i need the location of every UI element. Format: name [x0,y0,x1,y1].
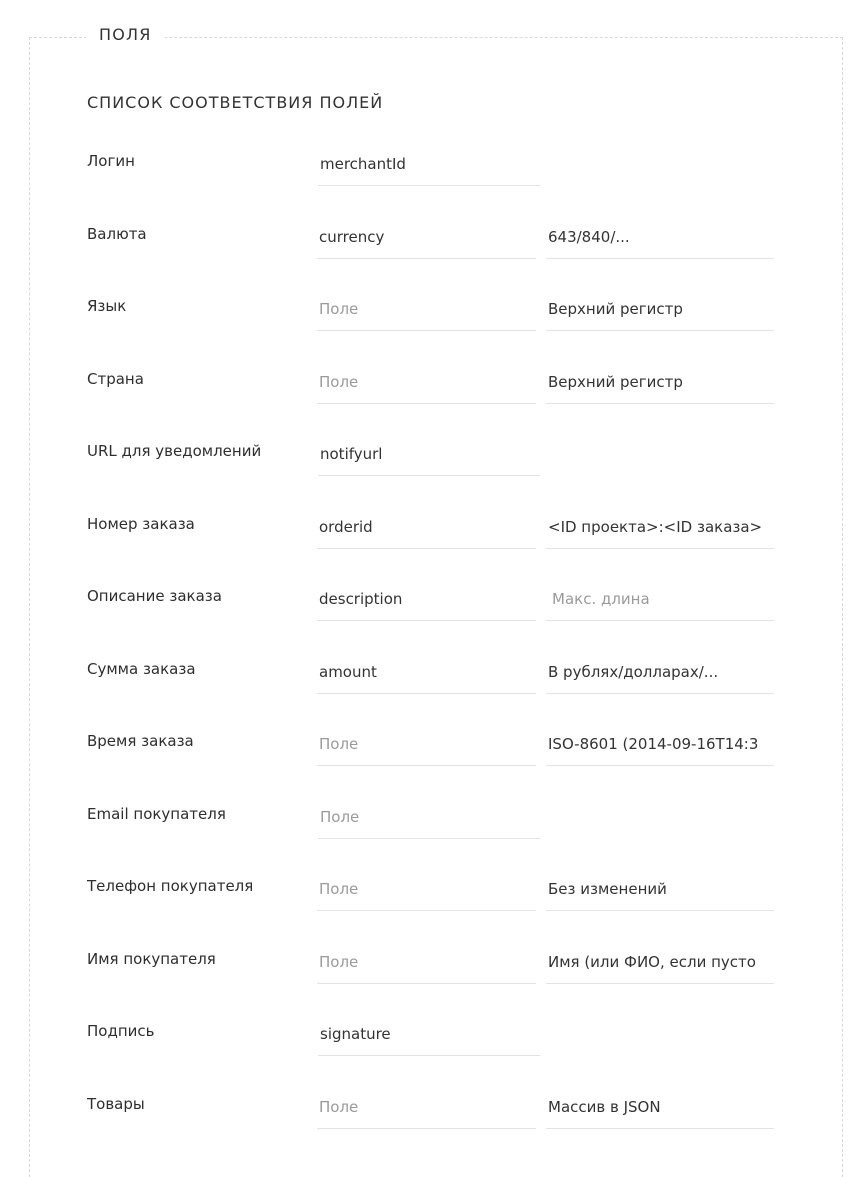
fieldset-legend: ПОЛЯ [86,24,165,46]
field-name-input[interactable] [318,432,540,476]
field-format-input[interactable] [546,215,774,259]
field-row [0,949,852,1009]
field-row [0,1021,852,1081]
field-name-input[interactable] [317,650,536,694]
field-row [0,441,852,501]
field-row [0,731,852,791]
field-row-label: Описание заказа [87,587,222,605]
field-name-input[interactable] [317,360,536,404]
field-name-input[interactable] [317,505,536,549]
field-row [0,514,852,574]
field-format-input[interactable] [546,650,774,694]
field-name-input[interactable] [317,215,536,259]
field-format-input[interactable] [546,867,774,911]
field-row [0,369,852,429]
field-name-input[interactable] [318,795,540,839]
field-name-input[interactable] [317,287,536,331]
field-format-input[interactable] [546,360,774,404]
field-format-input[interactable] [546,722,774,766]
field-row [0,586,852,646]
field-row-label: Логин [87,152,135,170]
section-title: СПИСОК СООТВЕТСТВИЯ ПОЛЕЙ [87,93,384,112]
field-row-label: Подпись [87,1022,155,1040]
field-row [0,224,852,284]
field-row [0,151,852,211]
field-row [0,659,852,719]
field-row-label: Сумма заказа [87,660,196,678]
field-row-label: Номер заказа [87,515,195,533]
field-name-input[interactable] [317,1085,536,1129]
field-row-label: Товары [87,1095,145,1113]
field-row-label: Телефон покупателя [87,877,254,895]
field-format-input[interactable] [546,577,774,621]
field-row-label: Время заказа [87,732,194,750]
field-row [0,296,852,356]
field-row [0,1094,852,1154]
field-row-label: Валюта [87,225,147,243]
field-name-input[interactable] [317,722,536,766]
field-format-input[interactable] [546,1085,774,1129]
field-row-label: Имя покупателя [87,950,216,968]
field-format-input[interactable] [546,505,774,549]
field-format-input[interactable] [546,940,774,984]
field-name-input[interactable] [318,142,540,186]
field-row-label: Email покупателя [87,805,226,823]
field-name-input[interactable] [318,1012,540,1056]
field-format-input[interactable] [546,287,774,331]
field-row-label: URL для уведомлений [87,442,262,460]
field-name-input[interactable] [317,940,536,984]
field-row [0,804,852,864]
field-name-input[interactable] [317,577,536,621]
field-row-label: Язык [87,297,127,315]
field-row-label: Страна [87,370,144,388]
field-row [0,876,852,936]
field-name-input[interactable] [317,867,536,911]
